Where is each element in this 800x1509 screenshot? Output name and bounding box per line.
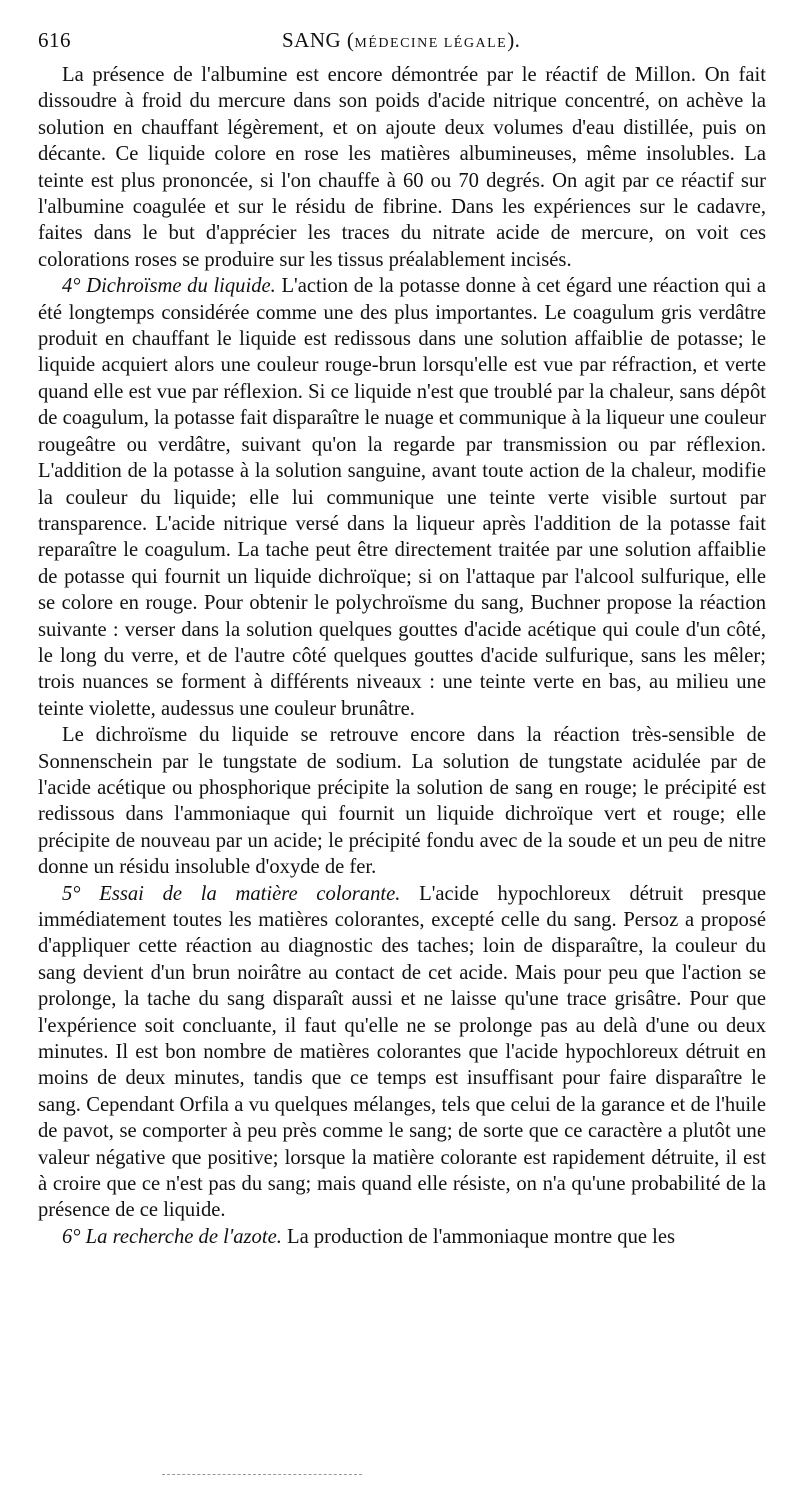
paragraph-text: L'action de la potasse donne à cet égard une réaction qui a été longtemps considérée comme une des plus importantes. Le coagulum gris verdâtre produit en chauffant le liquide est redissous dans une solution affaiblie de potasse; le liquide acquiert alors une couleur rouge-brun lorsqu'elle est vue par réfraction, et verte quand elle est vue par réflexion. Si ce liquide n'est que troublé par la chaleur, sans dépôt de coagulum, la potasse fait disparaître le nuage et communique à la liqueur une couleur rougeâtre ou verdâtre, suivant qu'on la regarde par transmission ou par réflexion. L'addition de la potasse à la solution sanguine, avant toute action de la chaleur, modifie la couleur du liquide; elle lui communique une teinte verte visible surtout par transparence. L'acide nitrique versé dans la liqueur après l'addition de la potasse fait reparaître le coagulum. La tache peut être directement traitée par une solution affaiblie de potasse qui fournit un liquide dichroïque; si on l'attaque par l'alcool sulfurique, elle se colore en rouge. Pour obtenir le polychroïsme du sang, Buchner propose la réaction suivante : verser dans la solution quelques gouttes d'acide acétique qui coule d'un côté, le long du verre, et de l'autre côté quelques gouttes d'acide sulfurique, sans les mêler; trois nuances se forment à différents niveaux : une teinte verte en bas, au milieu une teinte violette, audessus une couleur brunâtre. [38,275,766,720]
page-number: 616 [38,28,71,52]
paragraph-albumine-millon [38,62,766,273]
paragraph-dichroisme [38,273,766,722]
paragraph-text: La production de l'ammoniaque montre que les [287,1225,676,1248]
paragraph-sonnenschein [38,722,766,880]
paragraph-text: La présence de l'albumine est encore démontrée par le réactif de Millon. On fait dissoudre à froid du mercure dans son poids d'acide nitrique concentré, on achève la solution en chauffant légèrement, et on ajoute deux volumes d'eau distillée, puis on décante. Ce liquide colore en rose les matières albumineuses, même insolubles. La teinte est plus prononcée, si l'on chauffe à 60 ou 70 degrés. On agit par ce réactif sur l'albumine coagulée et sur le résidu de fibrine. Dans les expériences sur le cadavre, faites dans le but d'apprécier les traces du nitrate acide de mercure, on voit ces colorations roses se produire sur les tissus préalablement incisés. [38,64,766,271]
paragraph-text: L'acide hypochloreux détruit presque immédiatement toutes les matières colorantes, excepté celle du sang. Persoz a proposé d'appliquer cette réaction au diagnostic des taches; loin de disparaître, la couleur du sang devient d'un brun noirâtre au contact de cet acide. Mais pour peu que l'action se prolonge, la tache du sang disparaît aussi et ne laisse qu'une trace grisâtre. Pour que l'expérience soit concluante, il faut qu'elle ne se prolonge pas au delà d'une ou deux minutes. Il est bon nombre de matières colorantes que l'acide hypochloreux détruit en moins de deux minutes, tandis que ce temps est insuffisant pour faire disparaître le sang. Cependant Orfila a vu quelques mélanges, tels que celui de la garance et de l'huile de pavot, se comporter à peu près comme le sang; de sorte que ce caractère a plutôt une valeur négative que positive; lorsque la matière colorante est rapidement détruite, il est à croire que ce n'est pas du sang; mais quand elle résiste, on n'a qu'une probabilité de la présence de ce liquide. [38,882,767,1222]
running-head-main: SANG ( [282,28,355,52]
paragraph-matiere-colorante [38,881,766,1224]
section-heading-matiere-colorante: 5° Essai de la matière colorante. [62,882,401,905]
paragraph-text: Le dichroïsme du liquide se retrouve encore dans la réaction très-sensible de Sonnenschein par le tungstate de sodium. La solution de tungstate acidulée par de l'acide acétique ou phosphorique précipite la solution de sang en rouge; le précipité est redissous dans l'ammoniaque qui fournit un liquide dichroïque vert et rouge; elle précipite de nouveau par un acide; le précipité fondu avec de la soude et un peu de nitre donne un résidu insoluble d'oxyde de fer. [38,724,766,879]
page-body [38,62,766,1250]
running-head-small-caps: MÉDECINE LÉGALE [354,36,508,51]
footer-rule [162,1474,362,1475]
section-heading-dichroisme: 4° Dichroïsme du liquide. [62,275,276,298]
paragraph-azote [38,1224,766,1250]
running-head [282,28,520,53]
page-header [38,28,762,58]
section-heading-azote: 6° La recherche de l'azote. [62,1225,282,1248]
running-head-end: ). [507,28,521,52]
